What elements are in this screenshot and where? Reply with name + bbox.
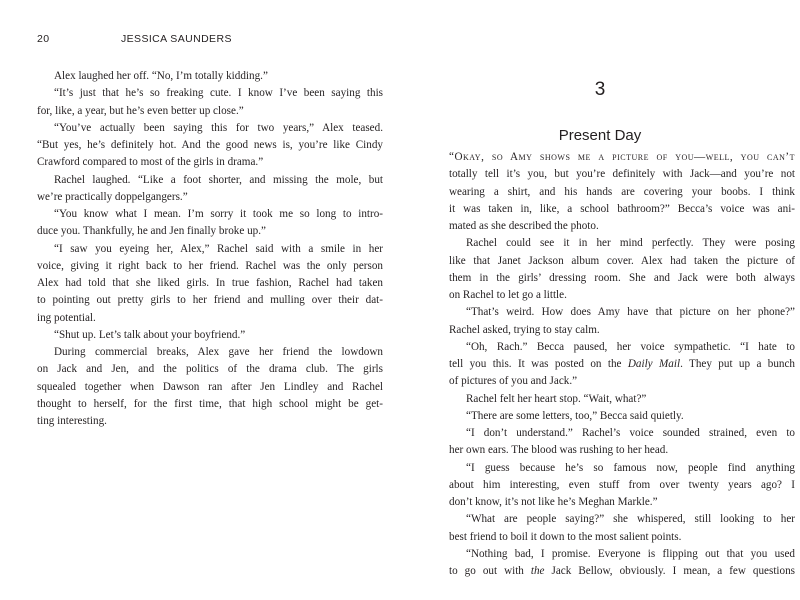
text-line: “That’s weird. How does Amy have that picture on her phone?” (466, 306, 795, 319)
text-line: Alex had told that she liked girls. In true fashion, Rachel had taken (37, 277, 383, 289)
author-name: JESSICA SAUNDERS (121, 33, 232, 45)
text-line: “I don’t understand.” Rachel’s voice sounded strained, even to (466, 427, 795, 439)
opening-line: “Okay, so Amy shows me a picture of you—well, you can’t (449, 151, 795, 163)
text-line: Rachel felt her heart stop. “Wait, what?” (466, 392, 647, 405)
text-line: thought to herself, for the first time, that high school might be get- (37, 397, 383, 410)
text-line: on Jack and Jen, and the politics of the drama club. The girls (37, 363, 383, 376)
text-line: best friend to boil it down to the most salient points. (449, 530, 682, 543)
text-line: “Shut up. Let’s talk about your boyfriend.” (54, 328, 246, 341)
chapter-title: Present Day (558, 127, 642, 144)
text-line: Rachel asked, trying to stay calm. (449, 323, 600, 336)
text-line: During commercial breaks, Alex gave her friend the lowdown (54, 346, 383, 358)
text-line: mated as she described the photo. (449, 220, 599, 232)
text-line: her own ears. The blood was rushing to her head. (449, 444, 669, 457)
text-line: it was taken in, like, a school bathroom?” Becca’s voice was ani- (449, 202, 795, 215)
text-line: squealed together when Dawson ran after Jen Lindley and Rachel (37, 380, 383, 393)
text-line: to pointing out pretty girls to her friend and mulling over their dat- (37, 294, 383, 307)
text-line: on Rachel to let go a little. (449, 289, 567, 301)
text-line: Rachel could see it in her mind perfectly. They were posing (466, 237, 795, 250)
text-line: about him interesting, even stuff from over twenty years ago? I (449, 478, 795, 491)
text-line: them in the girls’ dressing room. She and Jack were both always (449, 271, 795, 284)
text-line: Rachel laughed. “Like a foot shorter, and missing the mole, but (54, 173, 383, 186)
text-line: “I saw you eyeing her, Alex,” Rachel said with a smile in her (54, 242, 383, 255)
chapter-number: 3 (594, 79, 606, 100)
text-line: wearing a shirt, and his hands are covering your boobs. I think (449, 185, 795, 198)
text-line: like that Janet Jackson album cover. Alex had taken the picture of (449, 254, 795, 267)
page-number: 20 (37, 33, 50, 45)
text-line: for, like, a year, but he’s even better up close.” (37, 104, 244, 117)
text-line: “Nothing bad, I promise. Everyone is flipping out that you used (466, 547, 795, 560)
text-line: ing potential. (37, 311, 96, 324)
text-line: “I guess because he’s so famous now, people find anything (466, 461, 795, 474)
text-line: “You know what I mean. I’m sorry it took me so long to intro- (54, 208, 383, 220)
text-line: Crawford compared to most of the girls in drama.” (37, 156, 264, 169)
text-line: Alex laughed her off. “No, I’m totally kidding.” (54, 70, 268, 82)
text-line: “What are people saying?” she whispered, still looking to her (466, 513, 795, 526)
text-line: “It’s just that he’s so freaking cute. I know I’ve been saying this (54, 87, 383, 100)
text-line: duce you. Thankfully, he and Jen finally broke up.” (37, 225, 266, 238)
right-body-text (449, 149, 795, 580)
left-body-text (37, 68, 383, 430)
text-line: “But yes, he’s definitely hot. And the good news is, you’re like Cindy (37, 139, 383, 151)
text-line: of pictures of you and Jack.” (449, 375, 578, 388)
text-line: we’re practically doppelgangers.” (37, 190, 188, 203)
running-header (37, 33, 232, 45)
right-page (400, 0, 800, 600)
text-line: to go out with the Jack Bellow, obviously. I mean, a few questions (449, 565, 795, 577)
text-line: “There are some letters, too,” Becca said quietly. (466, 409, 684, 422)
text-line: totally tell it’s you, but you’re definitely with Jack—and you’re not (449, 168, 795, 181)
text-line: voice, giving it right back to her friend. Rachel was the only person (37, 259, 383, 272)
text-line: don’t know, it’s not like he’s Meghan Markle.” (449, 496, 658, 508)
text-line: ting interesting. (37, 415, 107, 427)
text-line: “Oh, Rach.” Becca paused, her voice sympathetic. “I hate to (466, 340, 795, 353)
text-line: tell you this. It was posted on the Daily Mail. They put up a bunch (449, 358, 796, 370)
text-line: “You’ve actually been saying this for two years,” Alex teased. (54, 121, 383, 134)
